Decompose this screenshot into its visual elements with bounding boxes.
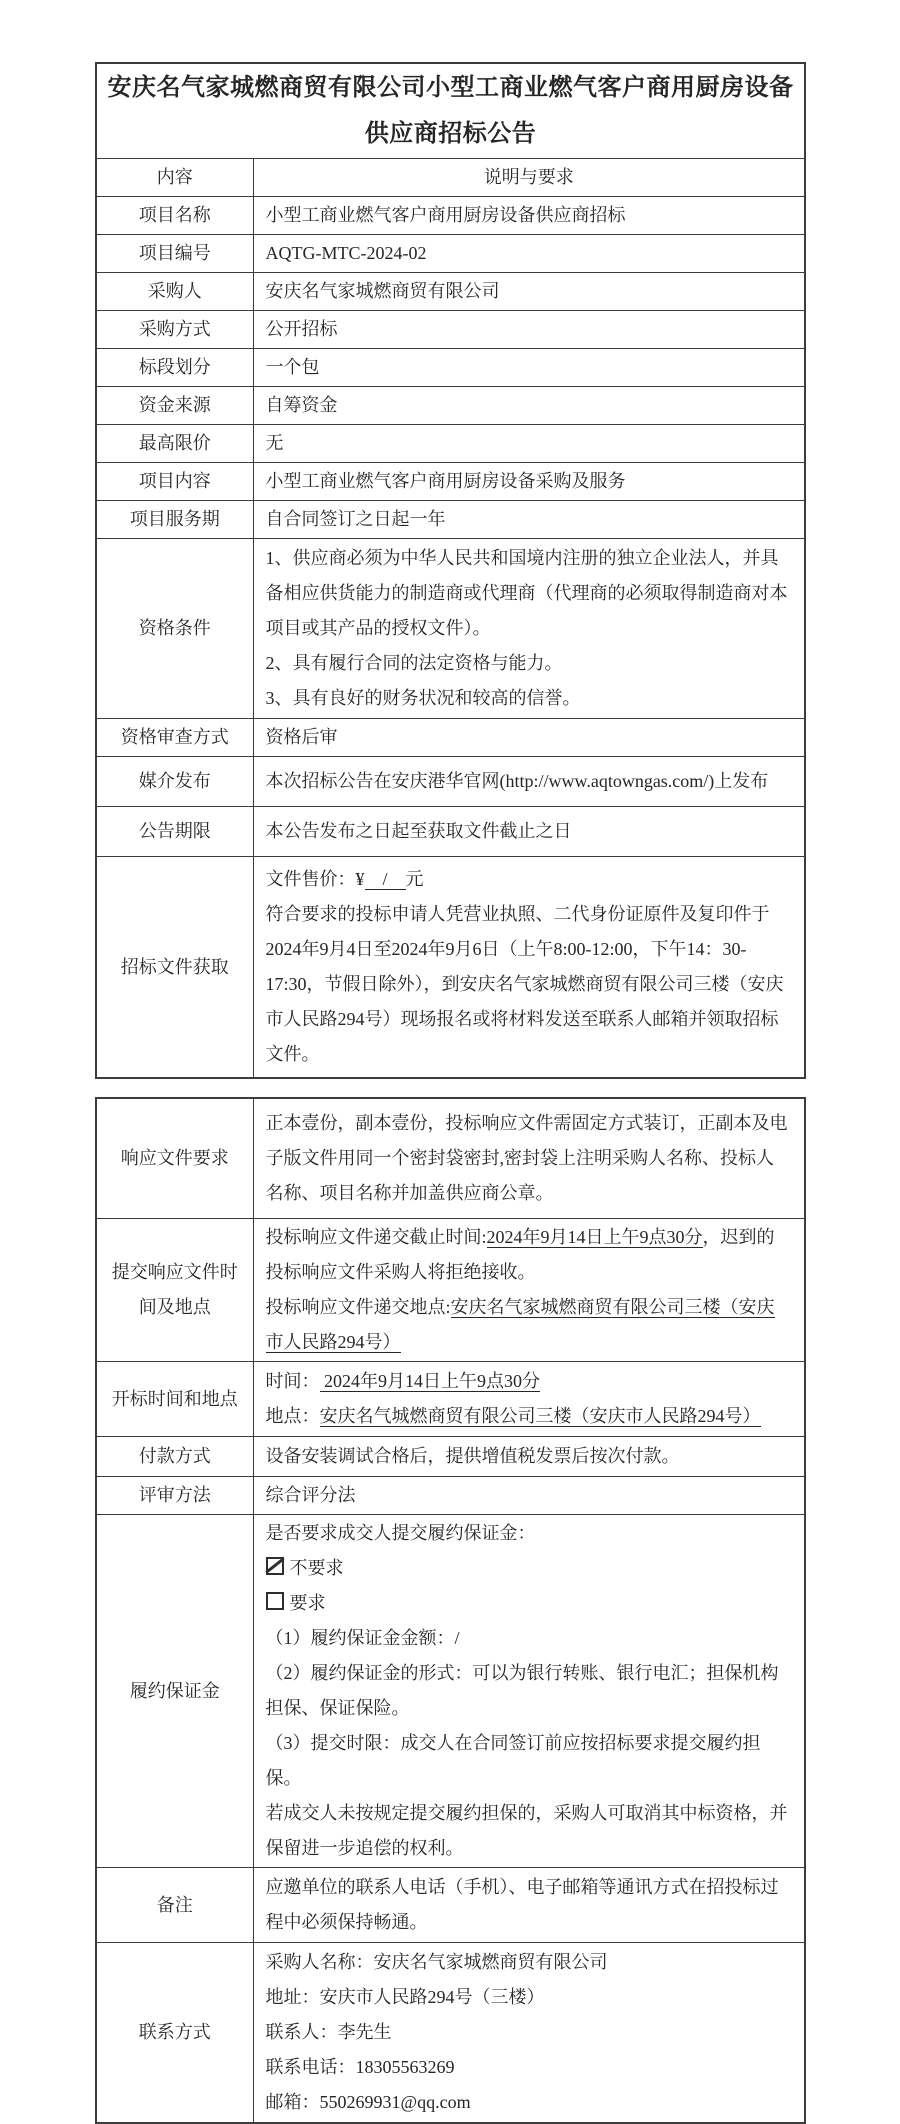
cell-label: 采购人	[96, 273, 253, 311]
cell-label: 评审方法	[96, 1477, 253, 1515]
cell-value: 自筹资金	[253, 387, 805, 425]
cell-label: 响应文件要求	[96, 1098, 253, 1219]
opening-time-line: 时间： 2024年9月14日上午9点30分	[265, 1371, 540, 1391]
cell-label: 媒介发布	[96, 757, 253, 807]
cell-label: 招标文件获取	[96, 857, 253, 1079]
opening-place-value: 安庆名气城燃商贸有限公司三楼（安庆市人民路294号）	[319, 1406, 761, 1426]
opening-place-line: 地点：安庆名气城燃商贸有限公司三楼（安庆市人民路294号）	[265, 1406, 761, 1426]
qualification-item: 3、具有良好的财务状况和较高的信誉。	[265, 688, 581, 708]
row-section-division	[96, 349, 805, 387]
row-media-release	[96, 757, 805, 807]
contact-purchaser-line: 采购人名称：安庆名气家城燃商贸有限公司	[265, 1952, 608, 1972]
doc-obtain-desc: 符合要求的投标申请人凭营业执照、二代身份证原件及复印件于2024年9月4日至2024年9月6日（上午8:00-12:00，下午14：30-17:30，节假日除外），到安庆名气家城燃商贸有限公司三楼（安庆市人民路294号）现场报名或将材料发送至联系人邮箱并领取招标文件。	[265, 904, 784, 1064]
cell-value: 小型工商业燃气客户商用厨房设备供应商招标	[253, 197, 805, 235]
row-title	[96, 63, 805, 159]
cell-label: 采购方式	[96, 311, 253, 349]
row-qualification-review	[96, 719, 805, 757]
checkbox-unchecked-icon	[266, 1592, 284, 1610]
bond-item-1: （1）履约保证金金额：/	[265, 1628, 460, 1648]
row-qualification	[96, 539, 805, 719]
bond-option-yes: 要求	[266, 1586, 791, 1621]
cell-label: 备注	[96, 1868, 253, 1943]
cell-value: 一个包	[253, 349, 805, 387]
submission-deadline-line: 投标响应文件递交截止时间:2024年9月14日上午9点30分，迟到的投标响应文件采购人将拒绝接收。	[265, 1227, 775, 1282]
submission-deadline-value: 2024年9月14日上午9点30分	[486, 1227, 703, 1247]
cell-label: 开标时间和地点	[96, 1362, 253, 1437]
cell-label: 资格审查方式	[96, 719, 253, 757]
row-purchaser	[96, 273, 805, 311]
cell-value: 安庆名气家城燃商贸有限公司	[253, 273, 805, 311]
row-bid-opening	[96, 1362, 805, 1437]
row-project-content	[96, 463, 805, 501]
row-contact	[96, 1943, 805, 2124]
contact-phone-line: 联系电话：18305563269	[265, 2057, 455, 2077]
cell-value	[253, 1362, 805, 1437]
announcement-table-secondary	[95, 1097, 806, 2124]
cell-label: 资金来源	[96, 387, 253, 425]
bond-item-3-cont: 若成交人未按规定提交履约担保的，采购人可取消其中标资格，并保留进一步追偿的权利。	[265, 1803, 788, 1858]
doc-price-line: 文件售价：¥ / 元	[265, 869, 424, 889]
contact-email-line: 邮箱：550269931@qq.com	[265, 2092, 471, 2112]
row-purchase-method	[96, 311, 805, 349]
header-cell-requirement: 说明与要求	[253, 159, 805, 197]
qualification-item: 1、供应商必须为中华人民共和国境内注册的独立企业法人，并具备相应供货能力的制造商或代理商（代理商的必须取得制造商对本项目或其产品的授权文件）。	[265, 548, 788, 638]
cell-value: 公开招标	[253, 311, 805, 349]
row-response-req	[96, 1098, 805, 1219]
cell-value	[253, 1943, 805, 2124]
row-project-name	[96, 197, 805, 235]
qualification-item: 2、具有履行合同的法定资格与能力。	[265, 653, 563, 673]
cell-value: 正本壹份，副本壹份，投标响应文件需固定方式装订，正副本及电子版文件用同一个密封袋密封,密封袋上注明采购人名称、投标人名称、项目名称并加盖供应商公章。	[253, 1098, 805, 1219]
announcement-table-main	[95, 62, 806, 1079]
cell-value: 自合同签订之日起一年	[253, 501, 805, 539]
opening-time-value: 2024年9月14日上午9点30分	[319, 1371, 540, 1391]
submission-place-value: 安庆名气家城燃商贸有限公司三楼（安庆市人民路294号）	[265, 1297, 775, 1352]
cell-value: 小型工商业燃气客户商用厨房设备采购及服务	[253, 463, 805, 501]
cell-label: 项目名称	[96, 197, 253, 235]
title-line-2: 供应商招标公告	[364, 121, 537, 147]
media-release-text: 本次招标公告在安庆港华官网(http://www.aqtowngas.com/)上发布	[265, 771, 769, 791]
page-title	[96, 63, 805, 159]
row-project-no	[96, 235, 805, 273]
row-performance-bond	[96, 1515, 805, 1868]
price-blank-underline: /	[364, 869, 406, 889]
row-notice-period	[96, 807, 805, 857]
contact-address-line: 地址：安庆市人民路294号（三楼）	[265, 1987, 545, 2007]
cell-label: 项目服务期	[96, 501, 253, 539]
row-header	[96, 159, 805, 197]
row-service-period	[96, 501, 805, 539]
cell-value	[253, 1219, 805, 1362]
bond-item-2: （2）履约保证金的形式：可以为银行转账、银行电汇；担保机构担保、保证保险。	[265, 1663, 779, 1718]
cell-label: 资格条件	[96, 539, 253, 719]
cell-value: 综合评分法	[253, 1477, 805, 1515]
row-remarks	[96, 1868, 805, 1943]
cell-value: 本公告发布之日起至获取文件截止之日	[253, 807, 805, 857]
cell-label: 提交响应文件时间及地点	[96, 1219, 253, 1362]
row-price-ceiling	[96, 425, 805, 463]
row-submission	[96, 1219, 805, 1362]
cell-value: 资格后审	[253, 719, 805, 757]
cell-label: 项目编号	[96, 235, 253, 273]
cell-value: AQTG-MTC-2024-02	[253, 235, 805, 273]
checkbox-checked-icon	[266, 1557, 284, 1575]
bond-item-3: （3）提交时限：成交人在合同签订前应按招标要求提交履约担保。	[265, 1733, 761, 1788]
cell-value	[253, 857, 805, 1079]
contact-person-line: 联系人：李先生	[265, 2022, 392, 2042]
cell-value	[253, 539, 805, 719]
cell-value	[253, 1515, 805, 1868]
cell-label: 公告期限	[96, 807, 253, 857]
bond-question: 是否要求成交人提交履约保证金：	[265, 1523, 536, 1543]
header-cell-content: 内容	[96, 159, 253, 197]
row-evaluation	[96, 1477, 805, 1515]
row-funding-source	[96, 387, 805, 425]
cell-value: 应邀单位的联系人电话（手机）、电子邮箱等通讯方式在招投标过程中必须保持畅通。	[253, 1868, 805, 1943]
cell-label: 付款方式	[96, 1437, 253, 1477]
title-line-1: 安庆名气家城燃商贸有限公司小型工商业燃气客户商用厨房设备	[107, 75, 794, 101]
bond-option-no: 不要求	[266, 1551, 791, 1586]
cell-label: 项目内容	[96, 463, 253, 501]
cell-label: 标段划分	[96, 349, 253, 387]
announcement-document	[95, 0, 806, 2124]
row-doc-obtain	[96, 857, 805, 1079]
submission-place-line: 投标响应文件递交地点:安庆名气家城燃商贸有限公司三楼（安庆市人民路294号）	[265, 1297, 775, 1352]
cell-value	[253, 757, 805, 807]
cell-label: 履约保证金	[96, 1515, 253, 1868]
cell-value: 设备安装调试合格后，提供增值税发票后按次付款。	[253, 1437, 805, 1477]
cell-label: 联系方式	[96, 1943, 253, 2124]
cell-label: 最高限价	[96, 425, 253, 463]
row-payment	[96, 1437, 805, 1477]
cell-value: 无	[253, 425, 805, 463]
